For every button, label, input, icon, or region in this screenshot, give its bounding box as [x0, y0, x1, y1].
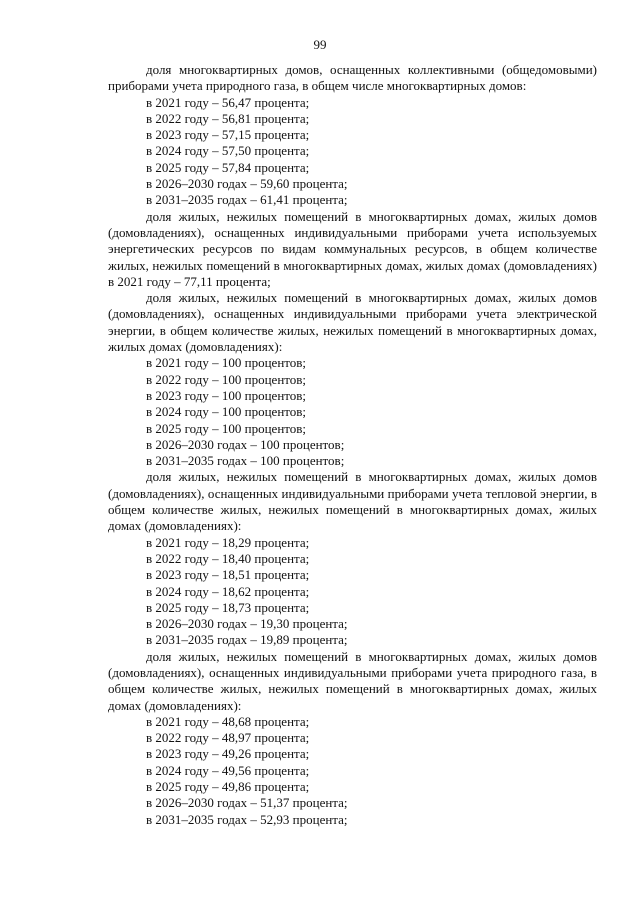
- page-number: 99: [313, 37, 327, 52]
- paragraph-heat: доля жилых, нежилых помещений в многоквартирных домах, жилых домов (домовладениях), оснащенных индивидуальными приборами учета тепловой энергии, в общем количестве жилых, нежилых помещений в многоквартирных домах, жилых домах (домовладениях):: [108, 469, 597, 534]
- list-item: в 2024 году – 100 процентов;: [146, 404, 307, 420]
- list-item: в 2021 году – 48,68 процента;: [146, 713, 310, 729]
- list-item: в 2024 году – 57,50 процента;: [146, 143, 310, 159]
- list-item: в 2024 году – 49,56 процента;: [146, 762, 310, 778]
- list-item: в 2021 году – 56,47 процента;: [146, 94, 310, 110]
- list-item: в 2022 году – 48,97 процента;: [146, 730, 310, 746]
- list-item: в 2022 году – 100 процентов;: [146, 371, 307, 387]
- list-item: в 2024 году – 18,62 процента;: [146, 583, 310, 599]
- list-item: в 2025 году – 49,86 процента;: [146, 779, 310, 795]
- paragraph-resources-2021: доля жилых, нежилых помещений в многоквартирных домах, жилых домов (домовладениях), оснащенных индивидуальными приборами учета используемых энергетических ресурсов по видам коммунальных ресурсов, в общем количестве жилых, нежилых помещений в многоквартирных домах, жилых домах (домовладениях) в 2021 году – 77,11 процента;: [108, 208, 597, 289]
- document-body: [108, 62, 597, 828]
- list-item: в 2022 году – 56,81 процента;: [146, 110, 310, 126]
- list-item: в 2031–2035 годах – 19,89 процента;: [146, 632, 348, 648]
- list-item: в 2021 году – 100 процентов;: [146, 355, 307, 371]
- paragraph-gas-individual: доля жилых, нежилых помещений в многоквартирных домах, жилых домов (домовладениях), оснащенных индивидуальными приборами учета природного газа, в общем количестве жилых, нежилых помещений в многоквартирных домах, жилых домах (домовладениях):: [108, 648, 597, 713]
- list-item: в 2025 году – 18,73 процента;: [146, 599, 310, 615]
- list-item: в 2031–2035 годах – 52,93 процента;: [146, 811, 348, 827]
- list-item: в 2031–2035 годах – 100 процентов;: [146, 453, 345, 469]
- paragraph-electric: доля жилых, нежилых помещений в многоквартирных домах, жилых домов (домовладениях), оснащенных индивидуальными приборами учета электрической энергии, в общем количестве жилых, нежилых помещений в многоквартирных домах, жилых домах (домовладениях):: [108, 290, 597, 355]
- list-item: в 2021 году – 18,29 процента;: [146, 534, 310, 550]
- list-item: в 2026–2030 годах – 19,30 процента;: [146, 616, 348, 632]
- list-item: в 2026–2030 годах – 51,37 процента;: [146, 795, 348, 811]
- list-item: в 2031–2035 годах – 61,41 процента;: [146, 192, 348, 208]
- list-item: в 2023 году – 18,51 процента;: [146, 567, 310, 583]
- list-item: в 2026–2030 годах – 59,60 процента;: [146, 176, 348, 192]
- list-item: в 2025 году – 100 процентов;: [146, 420, 307, 436]
- list-item: в 2023 году – 57,15 процента;: [146, 127, 310, 143]
- list-item: в 2026–2030 годах – 100 процентов;: [146, 436, 345, 452]
- list-item: в 2022 году – 18,40 процента;: [146, 550, 310, 566]
- paragraph-gas-collective: доля многоквартирных домов, оснащенных коллективными (общедомовыми) приборами учета природного газа, в общем числе многоквартирных домов:: [108, 62, 597, 94]
- list-item: в 2023 году – 49,26 процента;: [146, 746, 310, 762]
- list-item: в 2025 году – 57,84 процента;: [146, 159, 310, 175]
- list-item: в 2023 году – 100 процентов;: [146, 387, 307, 403]
